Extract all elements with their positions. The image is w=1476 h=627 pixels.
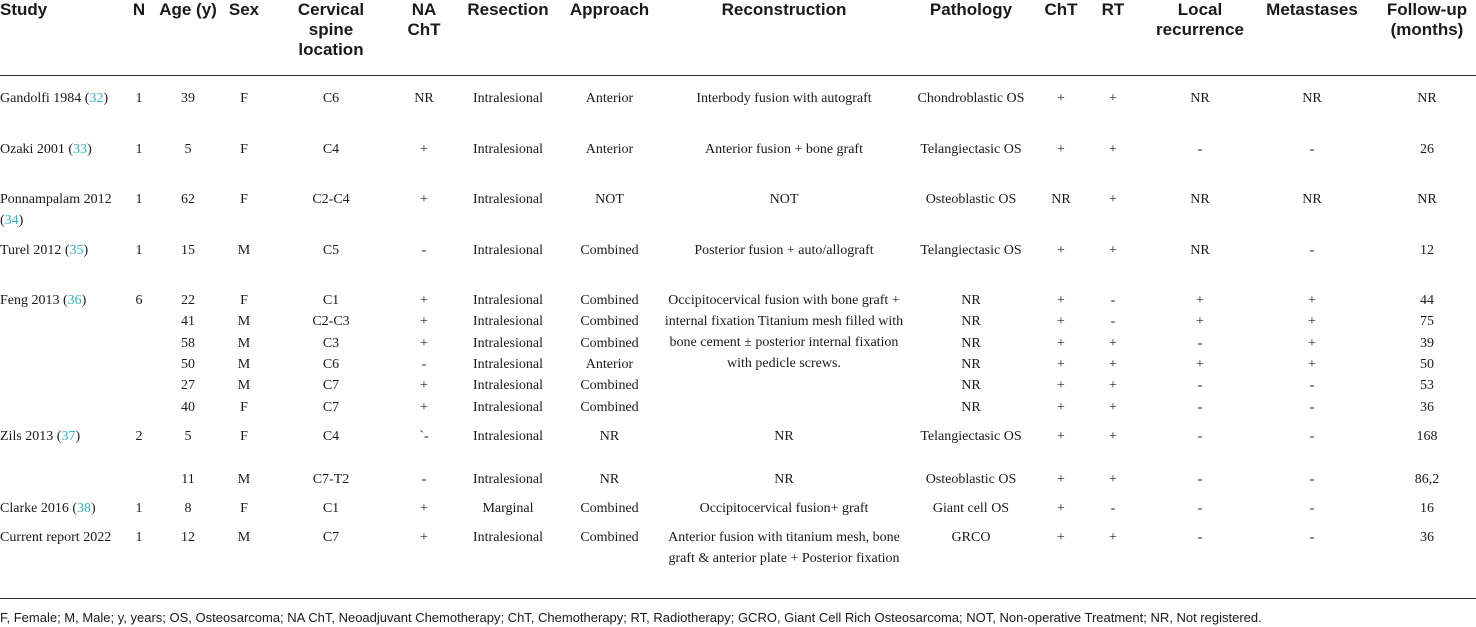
res-cell: Intralesional — [473, 142, 543, 157]
app-cell: Combined — [580, 314, 639, 330]
cht-cell: + — [1057, 293, 1065, 308]
met-cell: - — [1309, 472, 1315, 487]
recon-cell: Interbody fusion with autograft — [696, 91, 872, 106]
study-name-end: ) — [83, 243, 89, 258]
path-cell: NR — [961, 378, 981, 394]
res-cell: Intralesional — [473, 356, 543, 372]
n-cell: 1 — [135, 91, 143, 106]
study-name-end: ) — [81, 293, 87, 308]
study-name-end: ) — [18, 213, 24, 228]
fu-cell: 75 — [1420, 314, 1434, 330]
fu-cell: 39 — [1420, 335, 1434, 351]
reference-link[interactable]: 34 — [4, 213, 19, 228]
age-cell: 5 — [184, 142, 192, 157]
cht-cell: + — [1057, 429, 1065, 444]
rt-cell: - — [1110, 501, 1116, 516]
reconstruction-cell: Occipitocervical fusion with bone graft + internal fixation Titanium mesh filled with bone cement ± posterior internal fixation with pedicle screws. — [664, 293, 904, 371]
lr-cell: - — [1197, 142, 1203, 157]
met-cell: - — [1309, 530, 1315, 545]
path-cell: NR — [961, 335, 981, 351]
study-cell — [0, 527, 120, 548]
app-cell: NR — [599, 429, 620, 444]
sex-cell: M — [237, 378, 251, 394]
study-name: Ponnampalam 2012 ( — [0, 192, 112, 228]
nacht-cell: + — [420, 399, 428, 415]
met-cell: - — [1309, 399, 1315, 415]
rt-cell: + — [1109, 378, 1117, 394]
loc-cell: C7 — [322, 399, 340, 415]
n-cell: 1 — [135, 192, 143, 207]
fu-cell: 44 — [1420, 293, 1434, 308]
met-cell: - — [1309, 429, 1315, 444]
cht-cell: + — [1057, 335, 1065, 351]
n-cell: 6 — [135, 293, 143, 308]
cht-cell: + — [1057, 378, 1065, 394]
column-header: Age (y) — [159, 0, 217, 19]
cht-cell: NR — [1051, 192, 1071, 207]
rt-cell: - — [1110, 293, 1116, 308]
path-cell: Giant cell OS — [932, 501, 1010, 516]
column-header: Reconstruction — [721, 0, 847, 19]
loc-cell: C7 — [322, 378, 340, 394]
age-cell: 39 — [181, 91, 195, 106]
column-header: Sex — [228, 0, 260, 19]
study-name: Current report 2022 — [0, 530, 112, 545]
n-cell: 2 — [135, 429, 143, 444]
age-cell: 50 — [181, 356, 195, 372]
fu-cell: 36 — [1420, 399, 1434, 415]
sex-cell: F — [240, 501, 248, 516]
sex-cell: M — [237, 472, 251, 487]
cht-cell: + — [1057, 356, 1065, 372]
column-header: Cervical spine location — [297, 0, 365, 59]
age-cell: 41 — [181, 314, 195, 330]
fu-cell: NR — [1417, 91, 1437, 106]
res-cell: Intralesional — [473, 429, 543, 444]
nacht-cell: - — [421, 472, 427, 487]
nacht-cell: - — [421, 356, 427, 372]
reference-link[interactable]: 35 — [69, 243, 84, 258]
path-cell: NR — [961, 314, 981, 330]
table-footnote: F, Female; M, Male; y, years; OS, Osteosarcoma; NA ChT, Neoadjuvant Chemotherapy; ChT, Chemotherapy; RT, Radiotherapy; GCRO, Giant Cell Rich Osteosarcoma; NOT, Non-operative Treatment; NR, Not registered. — [0, 610, 1262, 625]
res-cell: Intralesional — [473, 472, 543, 487]
res-cell: Intralesional — [473, 530, 543, 545]
study-cell — [0, 498, 120, 519]
res-cell: Marginal — [482, 501, 534, 516]
nacht-cell: + — [420, 530, 428, 545]
loc-cell: C7-T2 — [312, 472, 350, 487]
column-header: Metastases — [1266, 0, 1358, 19]
rt-cell: + — [1109, 335, 1117, 351]
path-cell: Telangiectasic OS — [920, 429, 1022, 444]
cht-cell: + — [1057, 142, 1065, 157]
study-name-end: ) — [75, 429, 81, 444]
res-cell: Intralesional — [473, 293, 543, 308]
sex-cell: M — [237, 530, 251, 545]
age-cell: 58 — [181, 335, 195, 351]
reference-link[interactable]: 36 — [67, 293, 82, 308]
sex-cell: F — [240, 293, 248, 308]
res-cell: Intralesional — [473, 378, 543, 394]
sex-cell: M — [237, 314, 251, 330]
n-cell: 1 — [135, 142, 143, 157]
loc-cell: C2-C4 — [312, 192, 350, 207]
loc-cell: C4 — [322, 429, 340, 444]
lr-cell: - — [1197, 501, 1203, 516]
n-cell: 1 — [135, 243, 143, 258]
sex-cell: M — [237, 335, 251, 351]
recon-cell: Occipitocervical fusion+ graft — [699, 501, 869, 516]
lr-cell: - — [1197, 472, 1203, 487]
cht-cell: + — [1057, 91, 1065, 106]
res-cell: Intralesional — [473, 314, 543, 330]
app-cell: Combined — [580, 378, 639, 394]
header-rule — [0, 75, 1476, 76]
age-cell: 12 — [181, 530, 195, 545]
met-cell: NR — [1302, 91, 1322, 106]
n-cell: 1 — [135, 530, 143, 545]
rt-cell: + — [1109, 472, 1117, 487]
path-cell: Osteoblastic OS — [925, 192, 1017, 207]
age-cell: 15 — [181, 243, 195, 258]
recon-cell: Anterior fusion with titanium mesh, bone graft & anterior plate + Posterior fixation — [668, 530, 900, 566]
age-cell: 11 — [181, 472, 195, 487]
study-name: Clarke 2016 ( — [0, 501, 77, 516]
column-header: Study — [0, 0, 48, 19]
study-name: Turel 2012 ( — [0, 243, 70, 258]
reference-link[interactable]: 38 — [76, 501, 91, 516]
res-cell: Intralesional — [473, 91, 543, 106]
cht-cell: + — [1057, 399, 1065, 415]
lr-cell: - — [1197, 378, 1203, 394]
study-cell — [0, 189, 120, 231]
path-cell: NR — [961, 356, 981, 372]
loc-cell: C1 — [322, 293, 340, 308]
fu-cell: 53 — [1420, 378, 1434, 394]
column-header: RT — [1101, 0, 1125, 19]
column-header: Local recurrence — [1156, 0, 1244, 39]
recon-cell: NR — [774, 472, 794, 487]
age-cell: 5 — [184, 429, 192, 444]
nacht-cell: + — [420, 314, 428, 330]
column-header: N — [132, 0, 146, 19]
res-cell: Intralesional — [473, 335, 543, 351]
app-cell: Anterior — [585, 142, 634, 157]
study-name: Feng 2013 ( — [0, 293, 68, 308]
lr-cell: NR — [1190, 192, 1210, 207]
rt-cell: + — [1109, 399, 1117, 415]
cht-cell: + — [1057, 501, 1065, 516]
path-cell: Telangiectasic OS — [920, 243, 1022, 258]
path-cell: NR — [961, 399, 981, 415]
fu-cell: 26 — [1420, 142, 1434, 157]
study-name: Zils 2013 ( — [0, 429, 62, 444]
sex-cell: F — [240, 192, 248, 207]
n-cell: 1 — [135, 501, 143, 516]
reference-link[interactable]: 32 — [89, 91, 104, 106]
rt-cell: + — [1109, 91, 1117, 106]
recon-cell: Posterior fusion + auto/allograft — [694, 243, 874, 258]
rt-cell: + — [1109, 243, 1117, 258]
app-cell: Combined — [580, 335, 639, 351]
study-name-end: ) — [87, 142, 92, 157]
column-header: Follow-up (months) — [1386, 0, 1468, 39]
nacht-cell: + — [420, 378, 428, 394]
cht-cell: + — [1057, 472, 1065, 487]
reference-link[interactable]: 37 — [61, 429, 76, 444]
app-cell: NOT — [595, 192, 624, 207]
loc-cell: C7 — [322, 530, 340, 545]
fu-cell: 86,2 — [1414, 472, 1440, 487]
met-cell: NR — [1302, 192, 1322, 207]
app-cell: Combined — [580, 530, 639, 545]
age-cell: 22 — [181, 293, 195, 308]
recon-cell: NOT — [769, 192, 799, 207]
bottom-rule — [0, 598, 1476, 599]
fu-cell: 168 — [1416, 429, 1438, 444]
sex-cell: F — [240, 142, 248, 157]
column-header: Approach — [569, 0, 650, 19]
lr-cell: + — [1196, 314, 1204, 330]
lr-cell: + — [1196, 356, 1204, 372]
lr-cell: NR — [1190, 91, 1210, 106]
fu-cell: NR — [1417, 192, 1437, 207]
path-cell: Telangiectasic OS — [920, 142, 1022, 157]
met-cell: - — [1309, 501, 1315, 516]
study-cell — [0, 290, 120, 311]
cht-cell: + — [1057, 530, 1065, 545]
study-cell — [0, 426, 120, 447]
loc-cell: C6 — [322, 356, 340, 372]
app-cell: NR — [599, 472, 620, 487]
loc-cell: C2-C3 — [312, 314, 350, 330]
lr-cell: - — [1197, 429, 1203, 444]
app-cell: Anterior — [585, 356, 634, 372]
rt-cell: + — [1109, 192, 1117, 207]
res-cell: Intralesional — [473, 243, 543, 258]
nacht-cell: NR — [414, 91, 434, 106]
study-name-end: ) — [103, 91, 109, 106]
cht-cell: + — [1057, 243, 1065, 258]
path-cell: Osteoblastic OS — [925, 472, 1017, 487]
study-name-end: ) — [90, 501, 96, 516]
rt-cell: + — [1109, 356, 1117, 372]
app-cell: Anterior — [585, 91, 634, 106]
column-header: Resection — [467, 0, 549, 19]
study-name: Ozaki 2001 ( — [0, 142, 74, 157]
met-cell: + — [1308, 335, 1316, 351]
lr-cell: - — [1197, 335, 1203, 351]
cht-cell: + — [1057, 314, 1065, 330]
age-cell: 8 — [184, 501, 192, 516]
met-cell: - — [1309, 378, 1315, 394]
study-cell — [0, 88, 120, 109]
loc-cell: C4 — [322, 142, 340, 157]
nacht-cell: `- — [419, 429, 429, 444]
path-cell: Chondroblastic OS — [917, 91, 1025, 106]
study-name: Gandolfi 1984 ( — [0, 91, 90, 106]
sex-cell: F — [240, 399, 248, 415]
study-cell — [0, 240, 120, 261]
met-cell: + — [1308, 293, 1316, 308]
lr-cell: - — [1197, 530, 1203, 545]
loc-cell: C5 — [322, 243, 340, 258]
loc-cell: C3 — [322, 335, 340, 351]
met-cell: - — [1309, 142, 1315, 157]
loc-cell: C1 — [322, 501, 340, 516]
nacht-cell: + — [420, 142, 428, 157]
column-header: Pathology — [929, 0, 1013, 19]
nacht-cell: + — [420, 335, 428, 351]
sex-cell: M — [237, 243, 251, 258]
met-cell: + — [1308, 314, 1316, 330]
rt-cell: - — [1110, 314, 1116, 330]
age-cell: 27 — [181, 378, 195, 394]
rt-cell: + — [1109, 429, 1117, 444]
fu-cell: 16 — [1420, 501, 1434, 516]
study-cell — [0, 139, 120, 160]
fu-cell: 12 — [1420, 243, 1434, 258]
path-cell: GRCO — [951, 530, 991, 545]
fu-cell: 50 — [1420, 356, 1434, 372]
app-cell: Combined — [580, 293, 639, 308]
fu-cell: 36 — [1420, 530, 1434, 545]
recon-cell: NR — [774, 429, 794, 444]
recon-cell: Anterior fusion + bone graft — [705, 142, 863, 157]
lr-cell: - — [1197, 399, 1203, 415]
res-cell: Intralesional — [473, 192, 543, 207]
rt-cell: + — [1109, 530, 1117, 545]
lr-cell: + — [1196, 293, 1204, 308]
column-header: ChT — [1044, 0, 1078, 19]
loc-cell: C6 — [322, 91, 340, 106]
column-header: NA ChT — [407, 0, 441, 39]
app-cell: Combined — [580, 243, 639, 258]
app-cell: Combined — [580, 399, 639, 415]
lr-cell: NR — [1190, 243, 1210, 258]
age-cell: 40 — [181, 399, 195, 415]
nacht-cell: + — [420, 192, 428, 207]
met-cell: - — [1309, 243, 1315, 258]
nacht-cell: + — [420, 501, 428, 516]
path-cell: NR — [961, 293, 981, 308]
res-cell: Intralesional — [473, 399, 543, 415]
age-cell: 62 — [181, 192, 195, 207]
met-cell: + — [1308, 356, 1316, 372]
sex-cell: F — [240, 429, 248, 444]
nacht-cell: + — [420, 293, 428, 308]
app-cell: Combined — [580, 501, 639, 516]
reference-link[interactable]: 33 — [73, 142, 88, 157]
sex-cell: F — [240, 91, 248, 106]
nacht-cell: - — [421, 243, 427, 258]
rt-cell: + — [1109, 142, 1117, 157]
sex-cell: M — [237, 356, 251, 372]
